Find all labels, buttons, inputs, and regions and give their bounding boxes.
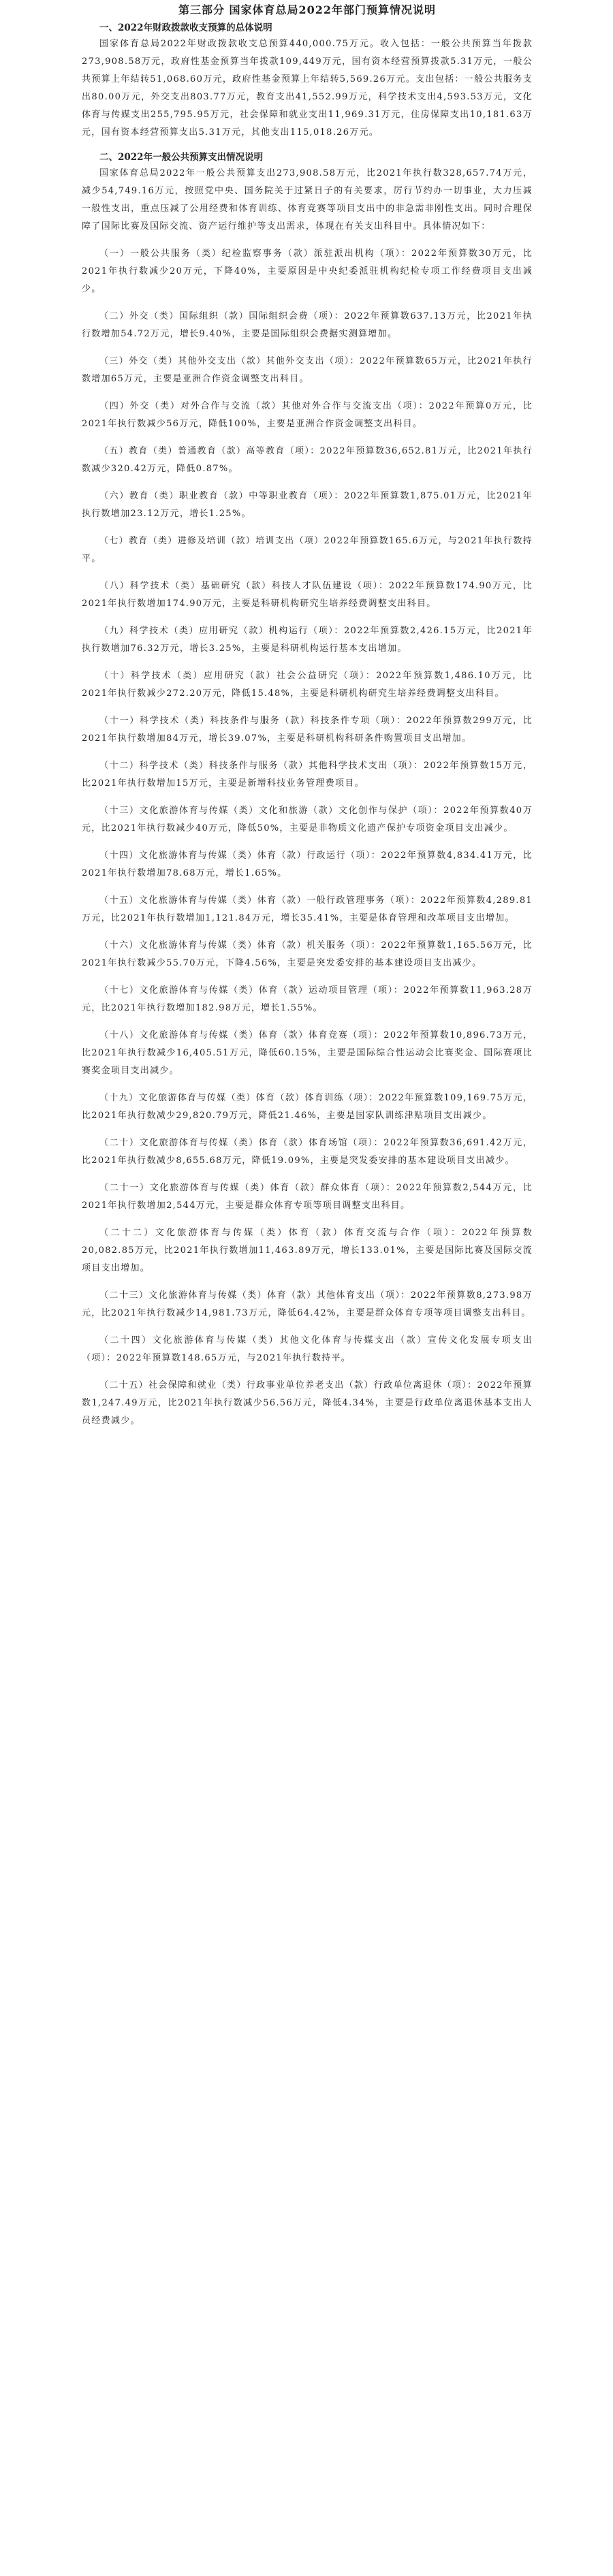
expenditure-item: （十一）科学技术（类）科技条件与服务（款）科技条件专项（项）：2022年预算数299万元，比2021年执行数增加84万元，增长39.07%，主要是科研机构科研条件购置项目支出增加。 (82, 716, 533, 744)
expenditure-item: （十四）文化旅游体育与传媒（类）体育（款）行政运行（项）：2022年预算数4,834.41万元，比2021年执行数增加78.68万元，增长1.65%。 (82, 850, 533, 878)
section-general-budget-intro: 国家体育总局2022年一般公共预算支出273,908.58万元，比2021年执行数328,657.74万元，减少54,749.16万元，按照党中央、国务院关于过紧日子的有关要求，厉行节约办一切事业，大力压减一般性支出，重点压减了公用经费和体育训练、体育竞赛等项目支出中的非急需非刚性支出。同时合理保障了国际比赛及国际交流、资产运行维护等支出需求，体现在有关支出科目中。具体情况如下： (82, 168, 533, 232)
section-overall-paragraph: 国家体育总局2022年财政拨款收支总预算440,000.75万元。收入包括：一般公共预算当年拨款273,908.58万元，政府性基金预算当年拨款109,449万元，国有资本经营预算拨款5.31万元，一般公共预算上年结转51,068.60万元，政府性基金预算上年结转5,569.26万元。支出包括：一般公共服务支出80.00万元，外交支出803.77万元，教育支出41,552.99万元，科学技术支出4,593.53万元，文化体育与传媒支出255,795.95万元，社会保障和就业支出11,969.31万元，住房保障支出10,181.63万元，国有资本经营预算支出5.31万元，其他支出115,018.26万元。 (82, 39, 533, 138)
expenditure-item-list (82, 245, 533, 1430)
expenditure-item: （一）一般公共服务（类）纪检监察事务（款）派驻派出机构（项）：2022年预算数30万元，比2021年执行数减少20万元，下降40%，主要原因是中央纪委派驻机构纪检专项工作经费项目支出减少。 (82, 249, 533, 294)
expenditure-item: （九）科学技术（类）应用研究（款）机构运行（项）：2022年预算数2,426.15万元，比2021年执行数增加76.32万元，增长3.25%，主要是科研机构运行基本支出增加。 (82, 626, 533, 654)
expenditure-item: （四）外交（类）对外合作与交流（款）其他对外合作与交流支出（项）：2022年预算0万元，比2021年执行数减少56万元，降低100%，主要是亚洲合作资金调整支出科目。 (82, 401, 533, 429)
expenditure-item: （七）教育（类）进修及培训（款）培训支出（项）2022年预算数165.6万元，与2021年执行数持平。 (82, 536, 533, 564)
expenditure-item: （五）教育（类）普通教育（款）高等教育（项）：2022年预算数36,652.81万元，比2021年执行数减少320.42万元，降低0.87%。 (82, 446, 533, 474)
section-heading-overall: 一、2022年财政拨款收支预算的总体说明 (99, 22, 272, 33)
expenditure-item: （三）外交（类）其他外交支出（款）其他外交支出（项）：2022年预算数65万元，比2021年执行数增加65万元，主要是亚洲合作资金调整支出科目。 (82, 356, 533, 384)
expenditure-item: （二十五）社会保障和就业（类）行政事业单位养老支出（款）行政单位离退休（项）：2022年预算数1,247.49万元，比2021年执行数减少56.56万元，降低4.34%，主要是行政单位离退休基本支出人员经费减少。 (82, 1380, 533, 1426)
expenditure-item: （十六）文化旅游体育与传媒（类）体育（款）机关服务（项）：2022年预算数1,165.56万元，比2021年执行数减少55.70万元，下降4.56%，主要是突发委安排的基本建设项目支出减少。 (82, 940, 533, 968)
expenditure-item: （二十二）文化旅游体育与传媒（类）体育（款）体育交流与合作（项）：2022年预算数20,082.85万元，比2021年执行数增加11,463.89万元，增长133.01%，主要是国际比赛及国际交流项目支出增加。 (82, 1228, 533, 1273)
expenditure-item: （十七）文化旅游体育与传媒（类）体育（款）运动项目管理（项）：2022年预算数11,963.28万元，比2021年执行数增加182.98万元，增长1.55%。 (82, 985, 533, 1013)
expenditure-item: （十八）文化旅游体育与传媒（类）体育（款）体育竞赛（项）：2022年预算数10,896.73万元，比2021年执行数减少16,405.51万元，降低60.15%，主要是国际综合性运动会比赛奖金、国际赛项比赛奖金项目支出减少。 (82, 1030, 533, 1076)
expenditure-item: （十三）文化旅游体育与传媒（类）文化和旅游（款）文化创作与保护（项）：2022年预算数40万元，比2021年执行数减少40万元，降低50%，主要是非物质文化遗产保护专项资金项目支出减少。 (82, 806, 533, 833)
expenditure-item: （十五）文化旅游体育与传媒（类）体育（款）一般行政管理事务（项）：2022年预算数4,289.81万元，比2021年执行数增加1,121.84万元，增长35.41%，主要是体育管理和改革项目支出增加。 (82, 895, 533, 923)
section-heading-general-budget: 二、2022年一般公共预算支出情况说明 (99, 152, 264, 163)
expenditure-item: （十二）科学技术（类）科技条件与服务（款）其他科学技术支出（项）：2022年预算数15万元，比2021年执行数增加15万元，主要是新增科技业务管理费项目。 (82, 761, 533, 789)
expenditure-item: （二十一）文化旅游体育与传媒（类）体育（款）群众体育（项）：2022年预算数2,544万元，比2021年执行数增加2,544万元，主要是群众体育专项等项目调整支出科目。 (82, 1183, 533, 1211)
expenditure-item: （八）科学技术（类）基础研究（款）科技人才队伍建设（项）：2022年预算数174.90万元，比2021年执行数增加174.90万元，主要是科研机构研究生培养经费调整支出科目。 (82, 581, 533, 609)
expenditure-item: （六）教育（类）职业教育（款）中等职业教育（项）：2022年预算数1,875.01万元，比2021年执行数增加23.12万元，增长1.25%。 (82, 491, 533, 519)
expenditure-item: （十）科学技术（类）应用研究（款）社会公益研究（项）：2022年预算数1,486.10万元，比2021年执行数减少272.20万元，降低15.48%，主要是科研机构研究生培养经费调整支出科目。 (82, 671, 533, 699)
expenditure-item: （二）外交（类）国际组织（款）国际组织会费（项）：2022年预算数637.13万元，比2021年执行数增加54.72万元，增长9.40%，主要是国际组织会费据实测算增加。 (82, 311, 533, 339)
expenditure-item: （二十）文化旅游体育与传媒（类）体育（款）体育场馆（项）：2022年预算数36,691.42万元，比2021年执行数减少8,655.68万元，降低19.09%，主要是突发委安排的基本建设项目支出减少。 (82, 1138, 533, 1166)
expenditure-item: （二十三）文化旅游体育与传媒（类）体育（款）其他体育支出（项）：2022年预算数8,273.98万元，比2021年执行数减少14,981.73万元，降低64.42%，主要是群众体育专项等项目调整支出科目。 (82, 1290, 533, 1318)
expenditure-item: （十九）文化旅游体育与传媒（类）体育（款）体育训练（项）：2022年预算数109,169.75万元，比2021年执行数减少29,820.79万元，降低21.46%，主要是国家队训练津贴项目支出减少。 (82, 1093, 533, 1121)
document-title: 第三部分 国家体育总局2022年部门预算情况说明 (178, 3, 437, 16)
expenditure-item: （二十四）文化旅游体育与传媒（类）其他文化体育与传媒支出（款）宣传文化发展专项支出（项）：2022年预算数148.65万元，与2021年执行数持平。 (82, 1335, 533, 1363)
